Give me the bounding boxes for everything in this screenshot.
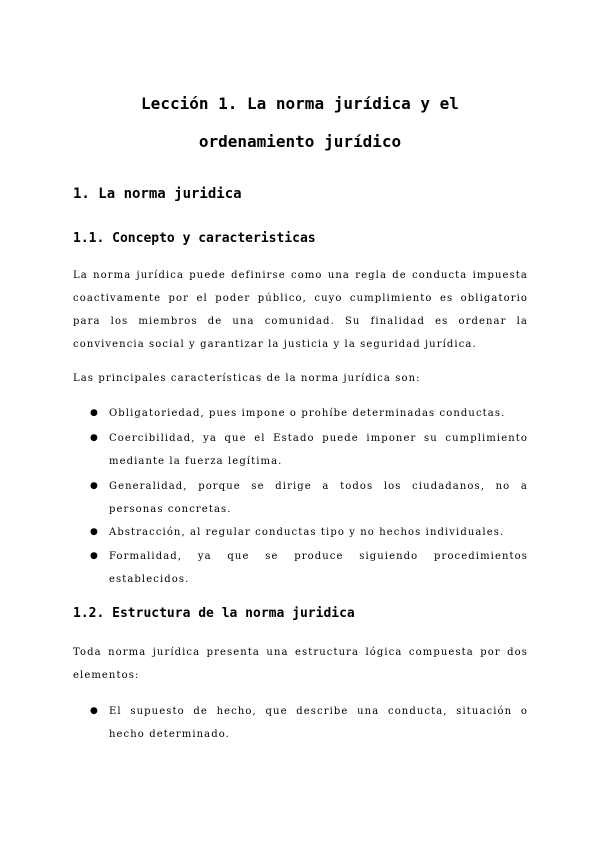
list-item [73,545,528,591]
bullet-icon: ● [90,551,99,561]
list-item [73,402,528,425]
list-item [73,521,528,544]
list-item [73,475,528,521]
bullet-icon: ● [90,481,99,491]
subsection-heading-concept: 1.1. Concepto y caracteristicas [73,231,316,246]
structure-paragraph: Toda norma jurídica presenta una estructura lógica compuesta por dos elementos: [73,647,528,681]
bullet-icon: ● [90,527,99,537]
list-item-text: Obligatoriedad, pues impone o prohíbe determinadas conductas. [109,408,506,419]
list-item-text: Abstracción, al regular conductas tipo y no hechos individuales. [109,527,505,538]
list-item-text: Generalidad, porque se dirige a todos los ciudadanos, no a personas concretas. [109,481,528,515]
document-title-line-1: Lección 1. La norma jurídica y el [141,94,459,113]
list-item-text: Formalidad, ya que se produce siguiendo procedimientos establecidos. [109,551,528,585]
subsection-heading-structure: 1.2. Estructura de la norma juridica [73,606,355,621]
structure-list [73,700,528,746]
list-item-text: El supuesto de hecho, que describe una conducta, situación o hecho determinado. [109,706,528,740]
list-item [73,427,528,473]
characteristics-intro: Las principales características de la norma jurídica son: [73,373,421,384]
bullet-icon: ● [90,433,99,443]
section-heading: 1. La norma juridica [73,186,242,202]
characteristics-list [73,402,528,591]
list-item-text: Coercibilidad, ya que el Estado puede imponer su cumplimiento mediante la fuerza legítima. [109,433,528,467]
bullet-icon: ● [90,706,99,716]
definition-paragraph: La norma jurídica puede definirse como una regla de conducta impuesta coactivamente por el poder público, cuyo cumplimiento es obligatorio para los miembros de una comunidad. Su finalidad es ordenar la convivencia social y garantizar la justicia y la seguridad jurídica. [73,270,528,350]
bullet-icon: ● [90,408,99,418]
list-item [73,700,528,746]
document-title-line-2: ordenamiento jurídico [198,132,402,151]
